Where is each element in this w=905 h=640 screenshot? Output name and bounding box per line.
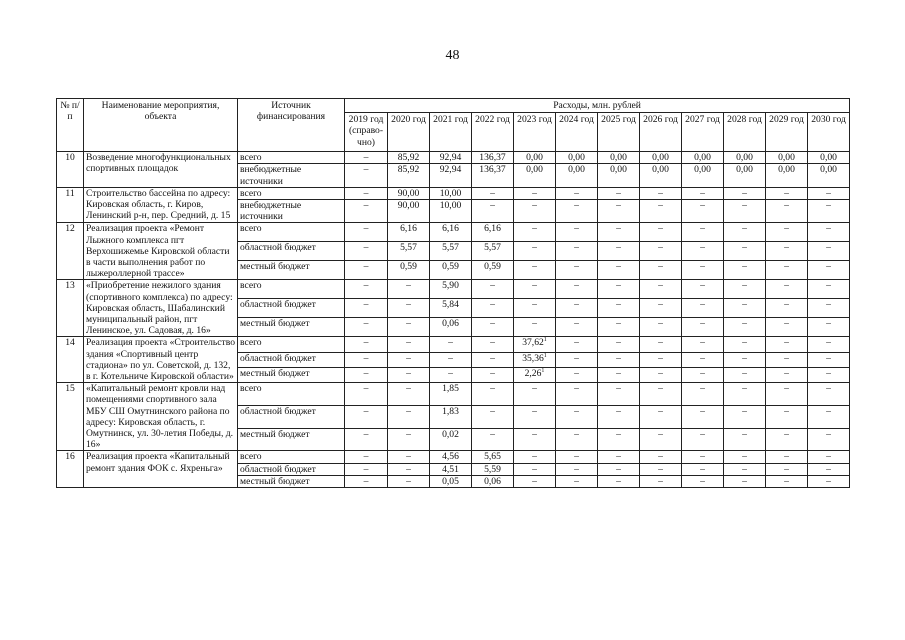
header-year: 2027 год bbox=[682, 113, 724, 152]
table-row bbox=[57, 187, 850, 199]
row-number: 16 bbox=[57, 451, 84, 488]
expense-value: – bbox=[682, 383, 724, 406]
expense-value: – bbox=[556, 280, 598, 299]
expense-value: – bbox=[682, 200, 724, 223]
expense-value: – bbox=[556, 200, 598, 223]
expense-value: – bbox=[808, 463, 850, 475]
expense-value: – bbox=[556, 475, 598, 487]
expense-value: – bbox=[766, 200, 808, 223]
funding-source: областной бюджет bbox=[238, 352, 345, 367]
expense-value: – bbox=[345, 451, 388, 463]
expense-value: – bbox=[388, 406, 430, 429]
expense-value: – bbox=[682, 337, 724, 352]
expense-value: 5,84 bbox=[430, 299, 472, 318]
expense-value: 0,00 bbox=[514, 164, 556, 187]
expense-value: – bbox=[556, 187, 598, 199]
expense-value: – bbox=[514, 223, 556, 242]
expense-value: – bbox=[640, 463, 682, 475]
expense-value: 0,00 bbox=[808, 164, 850, 187]
expense-value: 0,05 bbox=[430, 475, 472, 487]
expense-value: – bbox=[472, 187, 514, 199]
expense-value: – bbox=[556, 318, 598, 337]
expense-value: – bbox=[345, 318, 388, 337]
expense-value: – bbox=[556, 337, 598, 352]
expense-value: – bbox=[472, 383, 514, 406]
expense-value: – bbox=[640, 475, 682, 487]
expense-value: – bbox=[345, 337, 388, 352]
expense-value: 90,00 bbox=[388, 200, 430, 223]
expense-value: 0,00 bbox=[640, 164, 682, 187]
header-source: Источник финансирования bbox=[238, 99, 345, 152]
expense-value: – bbox=[682, 223, 724, 242]
header-year: 2019 год (справо-чно) bbox=[345, 113, 388, 152]
header-year: 2026 год bbox=[640, 113, 682, 152]
footnote-mark: 1 bbox=[543, 352, 547, 359]
expense-value: – bbox=[724, 242, 766, 261]
expense-value: – bbox=[472, 428, 514, 451]
expense-value: – bbox=[640, 200, 682, 223]
expense-value: – bbox=[808, 451, 850, 463]
expense-value: – bbox=[682, 367, 724, 382]
expense-value: – bbox=[598, 299, 640, 318]
event-name: Реализация проекта «Капитальный ремонт здания ФОК с. Яхреньга» bbox=[84, 451, 238, 488]
expense-value: 0,59 bbox=[388, 261, 430, 280]
header-row-1 bbox=[57, 99, 850, 113]
expense-value: – bbox=[345, 299, 388, 318]
expense-value: – bbox=[640, 318, 682, 337]
expense-value: – bbox=[598, 383, 640, 406]
header-year: 2030 год bbox=[808, 113, 850, 152]
expense-value: – bbox=[808, 299, 850, 318]
expense-value: – bbox=[598, 280, 640, 299]
expense-value: – bbox=[598, 451, 640, 463]
row-number: 12 bbox=[57, 223, 84, 280]
event-name: Реализация проекта «Ремонт Лыжного комплекса пгт Верхошижемье Кировской области в части выполнения работ по лыжероллерной трассе» bbox=[84, 223, 238, 280]
expense-value: 1,83 bbox=[430, 406, 472, 429]
funding-source: местный бюджет bbox=[238, 261, 345, 280]
expense-value: – bbox=[640, 242, 682, 261]
funding-source: местный бюджет bbox=[238, 428, 345, 451]
expense-value: – bbox=[682, 406, 724, 429]
expense-value: – bbox=[766, 451, 808, 463]
expense-value: 0,00 bbox=[640, 152, 682, 164]
expense-value: – bbox=[682, 428, 724, 451]
funding-source: всего bbox=[238, 337, 345, 352]
expense-value: – bbox=[682, 451, 724, 463]
expense-value: 0,00 bbox=[682, 164, 724, 187]
expense-value: 92,94 bbox=[430, 164, 472, 187]
expense-value: 136,37 bbox=[472, 164, 514, 187]
expense-value: 10,00 bbox=[430, 187, 472, 199]
expense-value: 4,56 bbox=[430, 451, 472, 463]
expense-value: – bbox=[598, 261, 640, 280]
expense-value: – bbox=[598, 352, 640, 367]
expense-value: – bbox=[766, 261, 808, 280]
expense-value: – bbox=[598, 318, 640, 337]
expense-value: – bbox=[556, 367, 598, 382]
expense-value: 6,16 bbox=[472, 223, 514, 242]
expense-value: – bbox=[598, 223, 640, 242]
expense-value: – bbox=[724, 187, 766, 199]
expense-value: 6,16 bbox=[430, 223, 472, 242]
expense-value: – bbox=[598, 187, 640, 199]
funding-source: всего bbox=[238, 187, 345, 199]
expense-value: 0,00 bbox=[724, 152, 766, 164]
table-row bbox=[57, 383, 850, 406]
expense-value: – bbox=[724, 451, 766, 463]
expense-value: – bbox=[598, 200, 640, 223]
expense-value: 5,57 bbox=[430, 242, 472, 261]
expense-value: – bbox=[556, 406, 598, 429]
expense-value: – bbox=[388, 352, 430, 367]
expense-value: – bbox=[640, 352, 682, 367]
expense-value: – bbox=[556, 352, 598, 367]
expense-value: 0,00 bbox=[766, 152, 808, 164]
expense-value: 0,00 bbox=[556, 164, 598, 187]
expenses-table bbox=[56, 98, 850, 488]
expense-value: – bbox=[430, 337, 472, 352]
expense-value: – bbox=[640, 367, 682, 382]
header-year: 2022 год bbox=[472, 113, 514, 152]
expense-value: – bbox=[724, 406, 766, 429]
expense-value: 0,02 bbox=[430, 428, 472, 451]
expense-value: – bbox=[514, 475, 556, 487]
expense-value: – bbox=[556, 383, 598, 406]
expense-value: – bbox=[345, 280, 388, 299]
expense-value: – bbox=[682, 475, 724, 487]
expense-value: – bbox=[388, 280, 430, 299]
expense-value: 0,00 bbox=[808, 152, 850, 164]
event-name: Строительство бассейна по адресу: Кировская область, г. Киров, Ленинский р-н, пер. Средний, д. 15 bbox=[84, 187, 238, 223]
header-expenses: Расходы, млн. рублей bbox=[345, 99, 850, 113]
expense-value: – bbox=[682, 463, 724, 475]
footnote-mark: 1 bbox=[541, 367, 545, 374]
table-row bbox=[57, 223, 850, 242]
funding-source: внебюджетные источники bbox=[238, 200, 345, 223]
expense-value: – bbox=[472, 280, 514, 299]
expense-value: 5,57 bbox=[388, 242, 430, 261]
expense-value: – bbox=[808, 223, 850, 242]
expense-value: – bbox=[724, 223, 766, 242]
funding-source: местный бюджет bbox=[238, 475, 345, 487]
header-year: 2020 год bbox=[388, 113, 430, 152]
expense-value: – bbox=[345, 187, 388, 199]
expense-value: – bbox=[514, 187, 556, 199]
table-body bbox=[57, 152, 850, 488]
row-number: 10 bbox=[57, 152, 84, 188]
expense-value: 6,16 bbox=[388, 223, 430, 242]
expense-value: – bbox=[388, 367, 430, 382]
expense-value: – bbox=[598, 242, 640, 261]
expense-value: 0,59 bbox=[430, 261, 472, 280]
expense-value: – bbox=[514, 200, 556, 223]
expense-value: – bbox=[766, 187, 808, 199]
expense-value: – bbox=[345, 164, 388, 187]
header-year: 2025 год bbox=[598, 113, 640, 152]
expense-value: – bbox=[345, 152, 388, 164]
header-no: № п/п bbox=[57, 99, 84, 152]
expense-value: – bbox=[808, 187, 850, 199]
expense-value: – bbox=[388, 299, 430, 318]
expense-value: 4,51 bbox=[430, 463, 472, 475]
expense-value: – bbox=[345, 261, 388, 280]
page-number: 48 bbox=[445, 48, 460, 63]
funding-source: всего bbox=[238, 383, 345, 406]
expense-value: – bbox=[808, 280, 850, 299]
header-year: 2023 год bbox=[514, 113, 556, 152]
expense-value: – bbox=[724, 463, 766, 475]
expense-value: 1,85 bbox=[430, 383, 472, 406]
expense-value: – bbox=[724, 337, 766, 352]
expense-value: – bbox=[472, 200, 514, 223]
expense-value: – bbox=[640, 261, 682, 280]
event-name: Реализация проекта «Строительство здания «Спортивный центр стадиона» по ул. Советской, д. 132, в г. Котельниче Кировской области» bbox=[84, 337, 238, 383]
expense-value: – bbox=[682, 318, 724, 337]
expense-value: – bbox=[598, 406, 640, 429]
expense-value: – bbox=[766, 463, 808, 475]
funding-source: областной бюджет bbox=[238, 242, 345, 261]
expense-value: – bbox=[766, 299, 808, 318]
expense-value: – bbox=[808, 383, 850, 406]
expense-value: 37,62$^1$ bbox=[514, 337, 556, 352]
expense-value: – bbox=[514, 280, 556, 299]
header-year: 2028 год bbox=[724, 113, 766, 152]
expense-value: – bbox=[808, 475, 850, 487]
expense-value: – bbox=[388, 463, 430, 475]
expense-value: – bbox=[472, 367, 514, 382]
header-name: Наименование мероприятия, объекта bbox=[84, 99, 238, 152]
expense-value: – bbox=[682, 299, 724, 318]
expense-value: 5,65 bbox=[472, 451, 514, 463]
expense-value: – bbox=[766, 367, 808, 382]
expense-value: 0,00 bbox=[766, 164, 808, 187]
expense-value: – bbox=[514, 428, 556, 451]
expense-value: – bbox=[598, 475, 640, 487]
row-number: 14 bbox=[57, 337, 84, 383]
expense-value: – bbox=[472, 299, 514, 318]
expense-value: – bbox=[808, 406, 850, 429]
expense-value: 0,00 bbox=[514, 152, 556, 164]
funding-source: областной бюджет bbox=[238, 299, 345, 318]
expense-value: – bbox=[724, 367, 766, 382]
expense-value: – bbox=[514, 261, 556, 280]
funding-source: всего bbox=[238, 280, 345, 299]
expense-value: – bbox=[345, 428, 388, 451]
expense-value: – bbox=[472, 352, 514, 367]
footnote-mark: 1 bbox=[543, 337, 547, 344]
expense-value: – bbox=[682, 187, 724, 199]
expense-value: – bbox=[724, 383, 766, 406]
row-number: 15 bbox=[57, 383, 84, 451]
expense-value: – bbox=[345, 223, 388, 242]
expense-value: – bbox=[808, 337, 850, 352]
table-row bbox=[57, 280, 850, 299]
expense-value: – bbox=[345, 352, 388, 367]
expense-value: – bbox=[640, 280, 682, 299]
expense-value: – bbox=[388, 337, 430, 352]
expense-value: – bbox=[766, 475, 808, 487]
expense-value: – bbox=[682, 352, 724, 367]
expense-value: – bbox=[556, 451, 598, 463]
expense-value: 0,00 bbox=[724, 164, 766, 187]
funding-source: областной бюджет bbox=[238, 406, 345, 429]
expense-value: – bbox=[766, 223, 808, 242]
funding-source: областной бюджет bbox=[238, 463, 345, 475]
expense-value: – bbox=[766, 318, 808, 337]
funding-source: всего bbox=[238, 152, 345, 164]
expense-value: 0,59 bbox=[472, 261, 514, 280]
expense-value: – bbox=[388, 383, 430, 406]
expense-value: – bbox=[682, 261, 724, 280]
expense-value: – bbox=[808, 261, 850, 280]
expense-value: 5,59 bbox=[472, 463, 514, 475]
expense-value: 10,00 bbox=[430, 200, 472, 223]
expense-value: – bbox=[640, 299, 682, 318]
funding-source: всего bbox=[238, 451, 345, 463]
expense-value: – bbox=[556, 299, 598, 318]
header-year: 2024 год bbox=[556, 113, 598, 152]
expense-value: – bbox=[345, 242, 388, 261]
expense-value: – bbox=[345, 200, 388, 223]
expense-value: – bbox=[724, 200, 766, 223]
expense-value: – bbox=[724, 280, 766, 299]
expense-value: 0,06 bbox=[472, 475, 514, 487]
expense-value: – bbox=[724, 428, 766, 451]
expense-value: 90,00 bbox=[388, 187, 430, 199]
expense-value: – bbox=[598, 463, 640, 475]
expense-value: – bbox=[514, 242, 556, 261]
row-number: 13 bbox=[57, 280, 84, 337]
expense-value: – bbox=[514, 383, 556, 406]
expense-value: – bbox=[808, 352, 850, 367]
table-row bbox=[57, 152, 850, 164]
expense-value: – bbox=[640, 337, 682, 352]
expense-value: – bbox=[808, 428, 850, 451]
expense-value: – bbox=[556, 261, 598, 280]
funding-source: внебюджетные источники bbox=[238, 164, 345, 187]
expense-value: – bbox=[766, 280, 808, 299]
expense-value: – bbox=[640, 428, 682, 451]
expense-value: 5,57 bbox=[472, 242, 514, 261]
expense-value: – bbox=[388, 475, 430, 487]
expense-value: – bbox=[345, 475, 388, 487]
expense-value: – bbox=[724, 299, 766, 318]
expense-value: – bbox=[430, 367, 472, 382]
expense-value: – bbox=[808, 200, 850, 223]
expense-value: – bbox=[766, 383, 808, 406]
expense-value: – bbox=[388, 451, 430, 463]
expense-value: – bbox=[345, 406, 388, 429]
expense-value: 85,92 bbox=[388, 164, 430, 187]
expense-value: – bbox=[388, 428, 430, 451]
header-year: 2029 год bbox=[766, 113, 808, 152]
expense-value: – bbox=[345, 463, 388, 475]
expense-value: – bbox=[766, 428, 808, 451]
expense-value: – bbox=[345, 367, 388, 382]
event-name: «Капитальный ремонт кровли над помещениями спортивного зала МБУ СШ Омутнинского района по адресу: Кировская область, г. Омутнинск, ул. 30-летия Победы, д. 16» bbox=[84, 383, 238, 451]
expense-value: – bbox=[514, 299, 556, 318]
expense-value: 0,00 bbox=[682, 152, 724, 164]
expense-value: – bbox=[514, 451, 556, 463]
expense-value: – bbox=[598, 337, 640, 352]
funding-source: местный бюджет bbox=[238, 367, 345, 382]
expense-value: – bbox=[640, 383, 682, 406]
row-number: 11 bbox=[57, 187, 84, 223]
expense-value: – bbox=[640, 223, 682, 242]
expense-value: – bbox=[598, 428, 640, 451]
expense-value: 2,26$^1$ bbox=[514, 367, 556, 382]
expense-value: – bbox=[472, 337, 514, 352]
expense-value: – bbox=[640, 187, 682, 199]
expense-value: – bbox=[514, 318, 556, 337]
expense-value: – bbox=[808, 367, 850, 382]
expense-value: – bbox=[808, 242, 850, 261]
funding-source: местный бюджет bbox=[238, 318, 345, 337]
header-year: 2021 год bbox=[430, 113, 472, 152]
table-row bbox=[57, 337, 850, 352]
event-name: «Приобретение нежилого здания (спортивного комплекса) по адресу: Кировская область, Шабалинский муниципальный район, пгт Ленинское, ул. Садовая, д. 16» bbox=[84, 280, 238, 337]
expense-value: – bbox=[472, 406, 514, 429]
expense-value: – bbox=[556, 463, 598, 475]
expense-value: – bbox=[724, 261, 766, 280]
expense-value: – bbox=[640, 406, 682, 429]
expense-value: 136,37 bbox=[472, 152, 514, 164]
expense-value: 5,90 bbox=[430, 280, 472, 299]
expense-value: – bbox=[640, 451, 682, 463]
table-row bbox=[57, 451, 850, 463]
expense-value: – bbox=[724, 318, 766, 337]
expense-value: – bbox=[598, 367, 640, 382]
expense-value: – bbox=[556, 242, 598, 261]
expense-value: 92,94 bbox=[430, 152, 472, 164]
expense-value: – bbox=[766, 352, 808, 367]
expense-value: – bbox=[514, 463, 556, 475]
expense-value: 0,00 bbox=[556, 152, 598, 164]
expense-value: 0,00 bbox=[598, 164, 640, 187]
event-name: Возведение многофункциональных спортивных площадок bbox=[84, 152, 238, 188]
expense-value: – bbox=[682, 280, 724, 299]
expense-value: – bbox=[682, 242, 724, 261]
expense-value: – bbox=[388, 318, 430, 337]
expense-value: – bbox=[472, 318, 514, 337]
expense-value: – bbox=[556, 223, 598, 242]
expense-value: – bbox=[556, 428, 598, 451]
expense-value: 35,36$^1$ bbox=[514, 352, 556, 367]
expense-value: – bbox=[766, 242, 808, 261]
expense-value: – bbox=[345, 383, 388, 406]
expense-value: – bbox=[766, 406, 808, 429]
expense-value: – bbox=[766, 337, 808, 352]
expense-value: – bbox=[724, 352, 766, 367]
expense-value: 0,06 bbox=[430, 318, 472, 337]
expense-value: – bbox=[724, 475, 766, 487]
expense-value: – bbox=[514, 406, 556, 429]
expense-value: – bbox=[808, 318, 850, 337]
funding-source: всего bbox=[238, 223, 345, 242]
expense-value: 0,00 bbox=[598, 152, 640, 164]
expense-value: 85,92 bbox=[388, 152, 430, 164]
expense-value: – bbox=[430, 352, 472, 367]
